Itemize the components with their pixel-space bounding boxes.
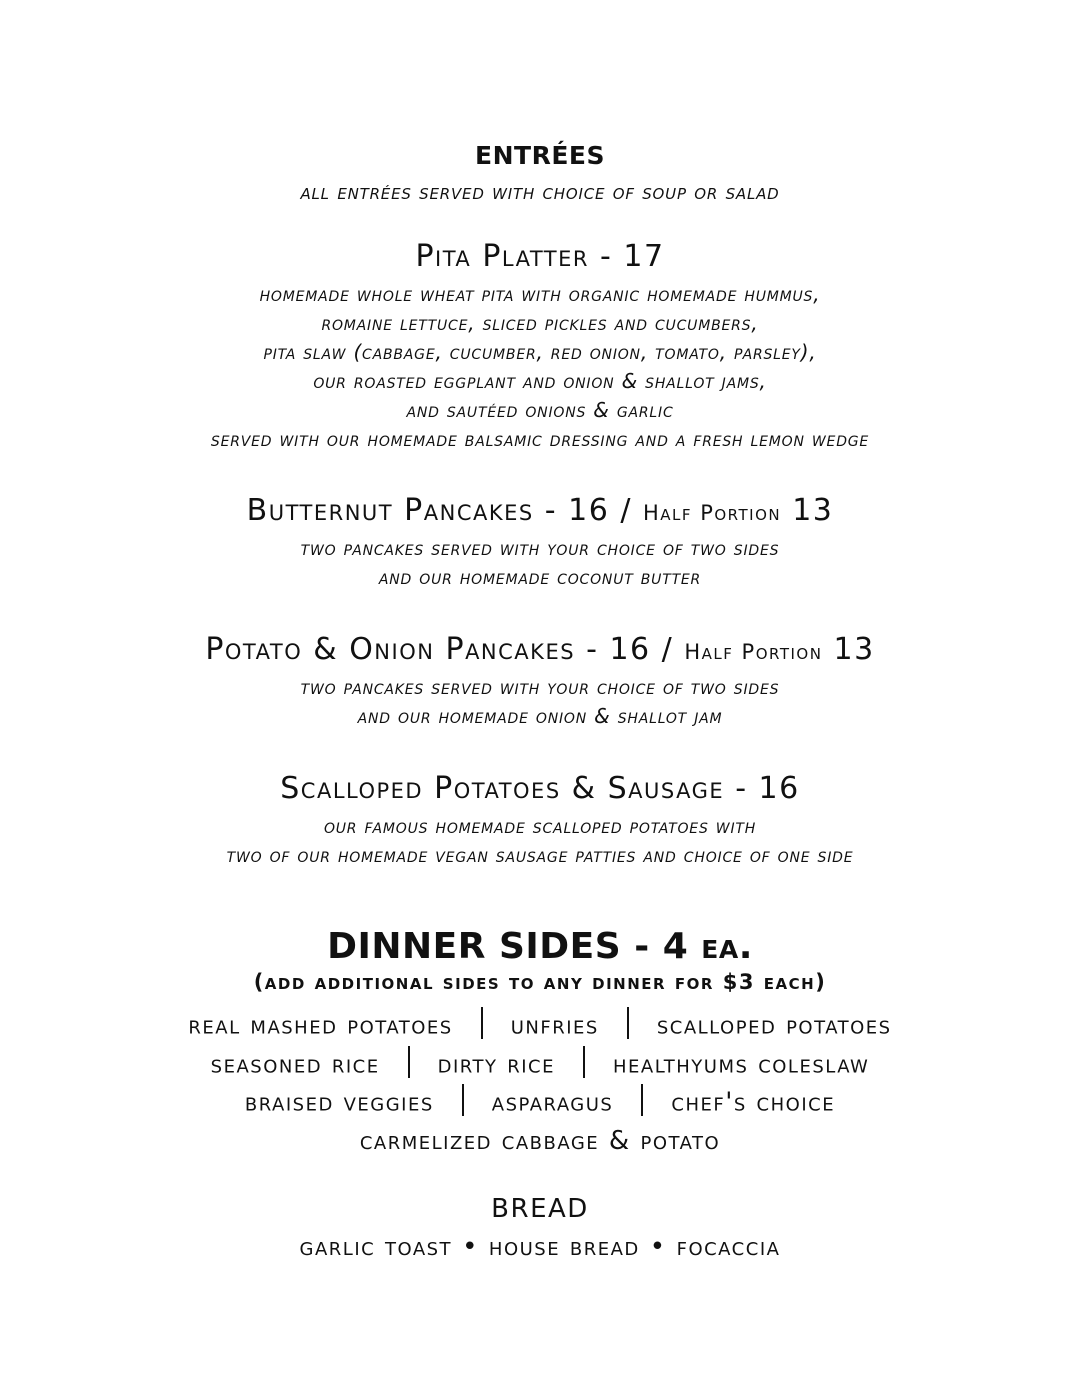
dinner-sides-title-suffix: ea. [701, 926, 753, 967]
description-line: two pancakes served with your choice of two sides [300, 536, 780, 560]
divider [641, 1084, 643, 1116]
side-item: seasoned rice [210, 1049, 380, 1080]
bullet-separator: • [649, 1232, 667, 1262]
description-line: homemade whole wheat pita with organic homemade hummus, [259, 282, 821, 306]
side-item: carmelized cabbage & potato [359, 1126, 721, 1156]
sides-row [0, 1049, 1080, 1081]
divider [408, 1046, 410, 1078]
sides-row [0, 1087, 1080, 1119]
side-item: healthyums coleslaw [613, 1049, 870, 1080]
half-portion-label: Half Portion [684, 640, 823, 664]
divider [481, 1007, 483, 1039]
item-scalloped-sausage-description [0, 812, 1080, 870]
description-line: and our homemade coconut butter [378, 565, 702, 589]
side-item: scalloped potatoes [656, 1010, 892, 1041]
item-butternut-pancakes-description [0, 534, 1080, 592]
side-item: braised veggies [244, 1087, 434, 1118]
side-item: unfries [510, 1010, 599, 1041]
description-line: our famous homemade scalloped potatoes with [323, 814, 757, 838]
description-line: pita slaw (cabbage, cucumber, red onion, tomato, parsley), [263, 340, 817, 364]
description-line: two of our homemade vegan sausage patties and choice of one side [226, 843, 854, 867]
half-portion-price: 13 [792, 493, 834, 528]
item-potato-onion-pancakes-description [0, 673, 1080, 731]
item-potato-onion-pancakes-title [0, 632, 1080, 667]
entrees-note: all entrées served with choice of soup or salad [300, 180, 780, 204]
half-portion-label: Half Portion [643, 501, 782, 525]
item-pita-platter-title: Pita Platter - 17 [415, 239, 665, 274]
dinner-sides-note: (add additional sides to any dinner for $3 each) [253, 970, 827, 994]
bread-item: garlic toast [299, 1232, 453, 1262]
dinner-sides-title-main: DINNER SIDES - 4 [327, 926, 689, 967]
bread-row [0, 1232, 1080, 1262]
sides-row [0, 1126, 1080, 1156]
dinner-sides-title [0, 926, 1080, 967]
item-name: Potato & Onion Pancakes - 16 / [205, 632, 674, 667]
side-item: real mashed potatoes [188, 1010, 453, 1041]
divider [462, 1084, 464, 1116]
side-item: asparagus [491, 1087, 614, 1118]
half-portion-price: 13 [833, 632, 875, 667]
sides-row [0, 1010, 1080, 1042]
item-name: Butternut Pancakes - 16 / [246, 493, 632, 528]
bread-item: focaccia [676, 1232, 781, 1262]
bread-item: house bread [488, 1232, 640, 1262]
divider [583, 1046, 585, 1078]
divider [627, 1007, 629, 1039]
entrees-title: entrées [475, 132, 605, 173]
bullet-separator: • [462, 1232, 479, 1262]
bread-title: BREAD [491, 1194, 589, 1224]
item-butternut-pancakes-title [0, 493, 1080, 528]
description-line: two pancakes served with your choice of two sides [300, 675, 780, 699]
side-item: chef's choice [671, 1087, 836, 1118]
item-pita-platter-description [0, 280, 1080, 454]
description-line: and sautéed onions & garlic [406, 398, 674, 422]
item-scalloped-sausage-title: Scalloped Potatoes & Sausage - 16 [280, 771, 800, 806]
description-line: served with our homemade balsamic dressing and a fresh lemon wedge [210, 427, 870, 451]
description-line: our roasted eggplant and onion & shallot jams, [313, 369, 767, 393]
description-line: romaine lettuce, sliced pickles and cucumbers, [321, 311, 759, 335]
side-item: dirty rice [437, 1049, 555, 1080]
description-line: and our homemade onion & shallot jam [357, 704, 723, 728]
